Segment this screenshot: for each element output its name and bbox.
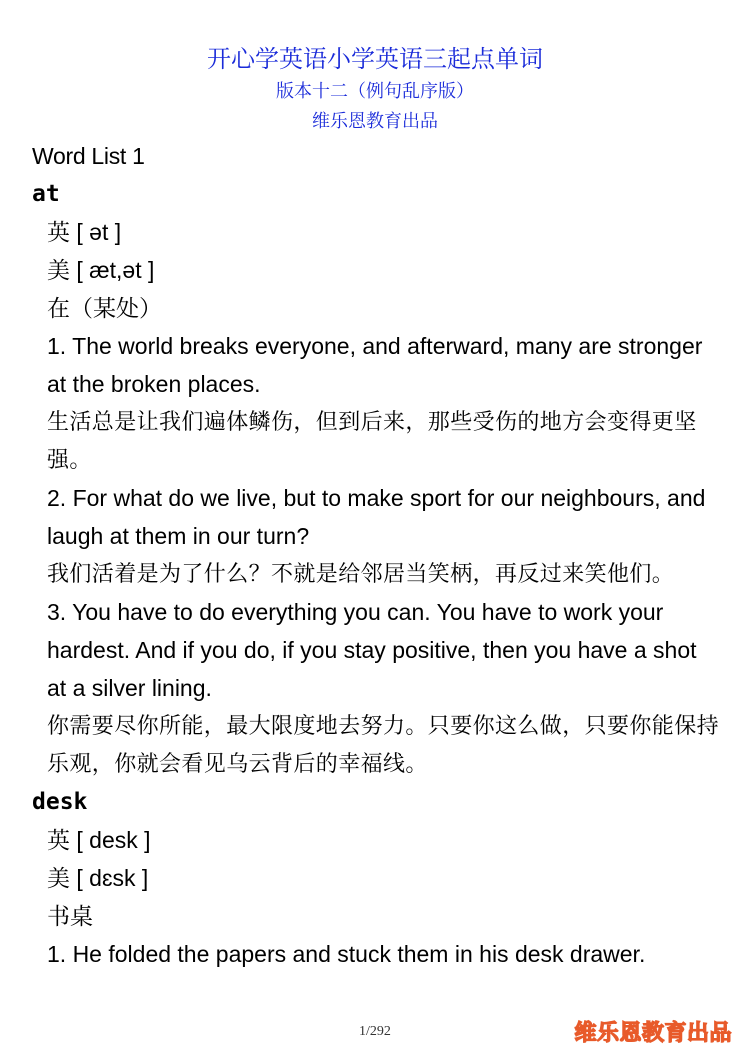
example-en: 2. For what do we live, but to make sport for our neighbours, and laugh at them in our turn? xyxy=(47,485,706,549)
word-list-title: Word List 1 xyxy=(32,143,145,169)
publisher-watermark: 维乐恩教育出品 xyxy=(574,1020,732,1045)
example-cn: 你需要尽你所能，最大限度地去努力。只要你这么做，只要你能保持乐观，你就会看见乌云背后的幸福线。 xyxy=(47,713,720,776)
page-number: 1/292 xyxy=(359,1024,391,1039)
example-cn: 生活总是让我们遍体鳞伤，但到后来，那些受伤的地方会变得更坚强。 xyxy=(47,409,697,472)
document-publisher: 维乐恩教育出品 xyxy=(312,111,438,131)
uk-pronunciation: 英 [ ət ] xyxy=(47,219,122,245)
headword: desk xyxy=(32,789,88,815)
us-pronunciation: 美 [ æt,ət ] xyxy=(47,257,155,283)
uk-pronunciation: 英 [ desk ] xyxy=(47,827,151,853)
document-subtitle: 版本十二（例句乱序版） xyxy=(276,81,474,101)
word-meaning: 在（某处） xyxy=(47,295,162,321)
word-meaning: 书桌 xyxy=(47,903,93,929)
example-en: 1. He folded the papers and stuck them in his desk drawer. xyxy=(47,941,646,967)
example-en: 1. The world breaks everyone, and afterward, many are stronger at the broken places. xyxy=(47,333,703,397)
document-title: 开心学英语小学英语三起点单词 xyxy=(207,46,543,73)
word-list xyxy=(32,137,722,973)
example-en: 3. You have to do everything you can. You have to work your hardest. And if you do, if you stay positive, then you have a shot at a silver lining. xyxy=(47,599,697,701)
us-pronunciation: 美 [ dɛsk ] xyxy=(47,865,149,891)
example-cn: 我们活着是为了什么？不就是给邻居当笑柄，再反过来笑他们。 xyxy=(47,561,675,586)
headword: at xyxy=(32,181,60,207)
